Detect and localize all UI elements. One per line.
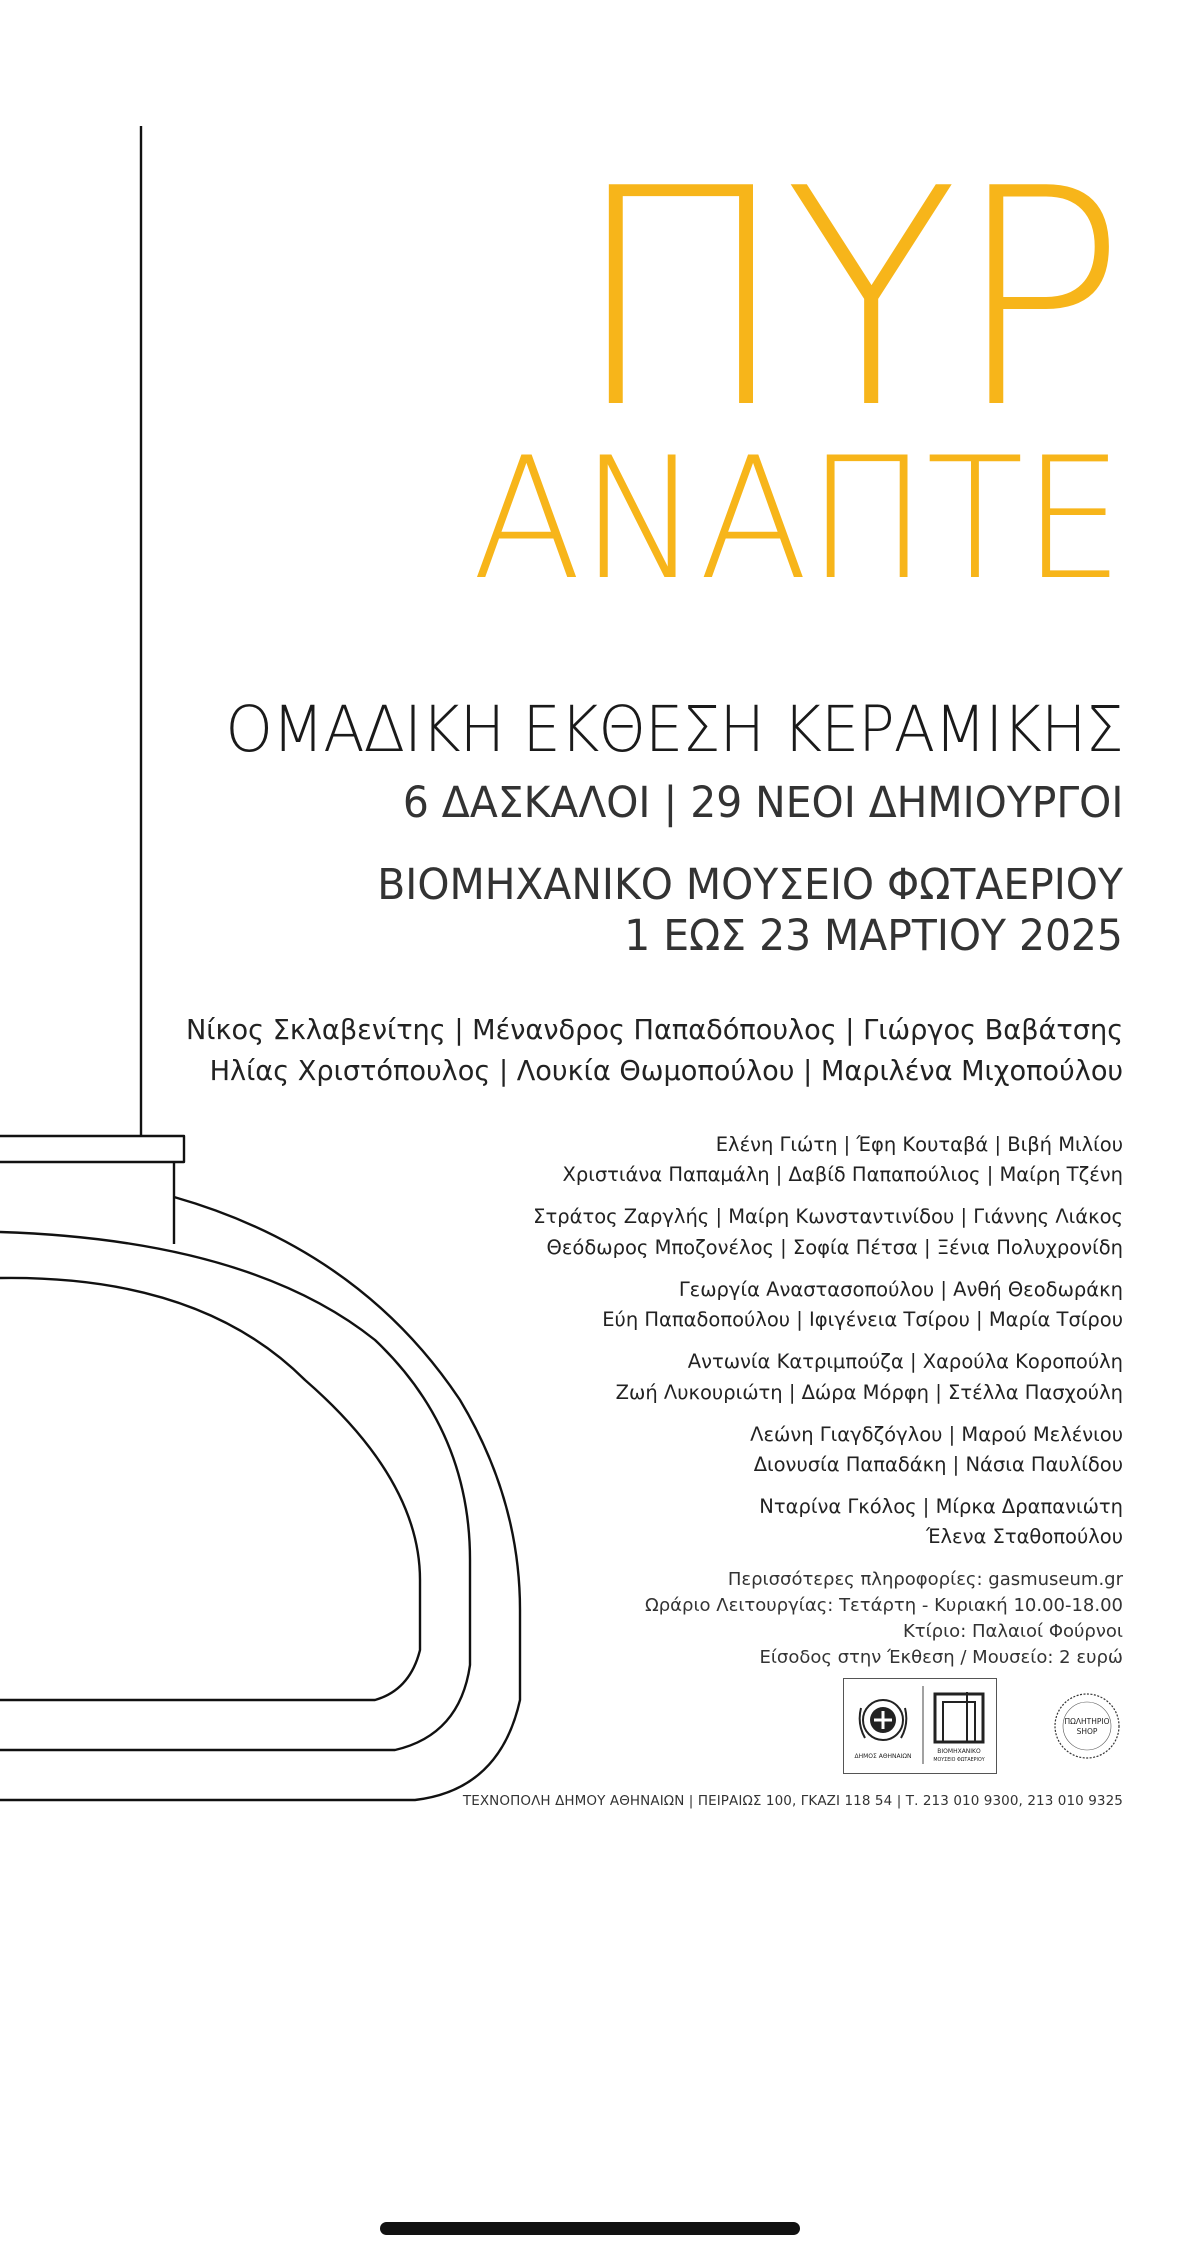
home-indicator[interactable] [380,2222,800,2235]
students-group [533,1202,1123,1262]
info-more: Περισσότερες πληροφορίες: gasmuseum.gr [727,1569,1123,1590]
students-line: Γεωργία Αναστασοπούλου | Ανθή Θεοδωράκη [678,1277,1123,1301]
exhibition-dates: 1 ΕΩΣ 23 ΜΑΡΤΙΟΥ 2025 [624,910,1123,961]
students-group [533,1420,1123,1480]
museum-logo-text-1: ΒΙΟΜΗΧΑΝΙΚΟ [937,1748,981,1755]
students-line: Θεόδωρος Μποζονέλος | Σοφία Πέτσα | Ξένια Πολυχρονίδη [546,1235,1123,1259]
students-group [533,1347,1123,1407]
visitor-info [645,1567,1123,1671]
title-line-2: ΑΝΑΠΤΕ [472,421,1123,617]
shop-stamp-text-2: SHOP [1076,1727,1098,1736]
teachers-line-1: Νίκος Σκλαβενίτης | Μένανδρος Παπαδόπουλος | Γιώργος Βαβάτσης [185,1013,1123,1046]
poster-title [438,125,1123,617]
info-hours: Ωράριο Λειτουργίας: Τετάρτη - Κυριακή 10.00-18.00 [644,1595,1123,1617]
students-list [533,1130,1123,1565]
venue-and-dates [377,860,1123,961]
students-line: Λεώνη Γιαγδζόγλου | Μαρού Μελένιου [750,1422,1123,1446]
students-line: Αντωνία Κατριμπούζα | Χαρούλα Κοροπούλη [687,1350,1123,1374]
venue-name: ΒΙΟΜΗΧΑΝΙΚΟ ΜΟΥΣΕΙΟ ΦΩΤΑΕΡΙΟΥ [377,860,1123,910]
students-line: Στράτος Ζαργλής | Μαίρη Κωνσταντινίδου | Γιάννης Λιάκος [533,1205,1123,1229]
students-group [533,1275,1123,1335]
sponsor-logos [843,1678,1123,1776]
info-building: Κτίριο: Παλαιοί Φούρνοι [902,1621,1123,1643]
exhibition-heading: ΟΜΑΔΙΚΗ ΕΚΘΕΣΗ ΚΕΡΑΜΙΚΗΣ [225,693,1123,766]
title-line-1: ΠΥΡ [574,125,1123,474]
municipality-emblem-icon [855,1700,912,1760]
exhibition-subtitle: 6 ΔΑΣΚΑΛΟΙ | 29 ΝΕΟΙ ΔΗΜΙΟΥΡΓΟΙ [402,778,1123,828]
museum-logo-text-2: ΜΟΥΣΕΙΟ ΦΩΤΑΕΡΙΟΥ [933,1758,985,1763]
students-line: Έλενα Σταθοπούλου [925,1525,1123,1549]
logos-art [843,1678,1123,1776]
students-line: Διονυσία Παπαδάκη | Νάσια Παυλίδου [753,1452,1123,1476]
footer-address: ΤΕΧΝΟΠΟΛΗ ΔΗΜΟΥ ΑΘΗΝΑΙΩΝ | ΠΕΙΡΑΙΩΣ 100, ΓΚΑΖΙ 118 54 | Τ. 213 010 9300, 213 010 9325 [462,1793,1123,1809]
shop-stamp-icon [1055,1694,1119,1758]
students-line: Εύη Παπαδοπούλου | Ιφιγένεια Τσίρου | Μαρία Τσίρου [602,1308,1123,1332]
info-entry: Είσοδος στην Έκθεση / Μουσείο: 2 ευρώ [759,1647,1123,1669]
shop-stamp-text-1: ΠΩΛΗΤΗΡΙΟ [1064,1717,1110,1726]
students-line: Χριστιάνα Παπαμάλη | Δαβίδ Παπαπούλιος | Μαίρη Τζένη [562,1163,1123,1187]
students-group [533,1492,1123,1552]
teachers-line-2: Ηλίας Χριστόπουλος | Λουκία Θωμοπούλου | Μαριλένα Μιχοπούλου [209,1053,1123,1087]
students-group [533,1130,1123,1190]
students-line: Ζωή Λυκουριώτη | Δώρα Μόρφη | Στέλλα Πασχούλη [615,1380,1123,1404]
students-line: Νταρίνα Γκόλος | Μίρκα Δραπανιώτη [759,1495,1123,1519]
municipality-logo-text: ΔΗΜΟΣ ΑΘΗΝΑΙΩΝ [854,1753,912,1760]
students-line: Ελένη Γιώτη | Έφη Κουταβά | Βιβή Μιλίου [715,1133,1123,1156]
teachers-list [186,1010,1123,1091]
gas-museum-logo-icon [933,1692,984,1763]
